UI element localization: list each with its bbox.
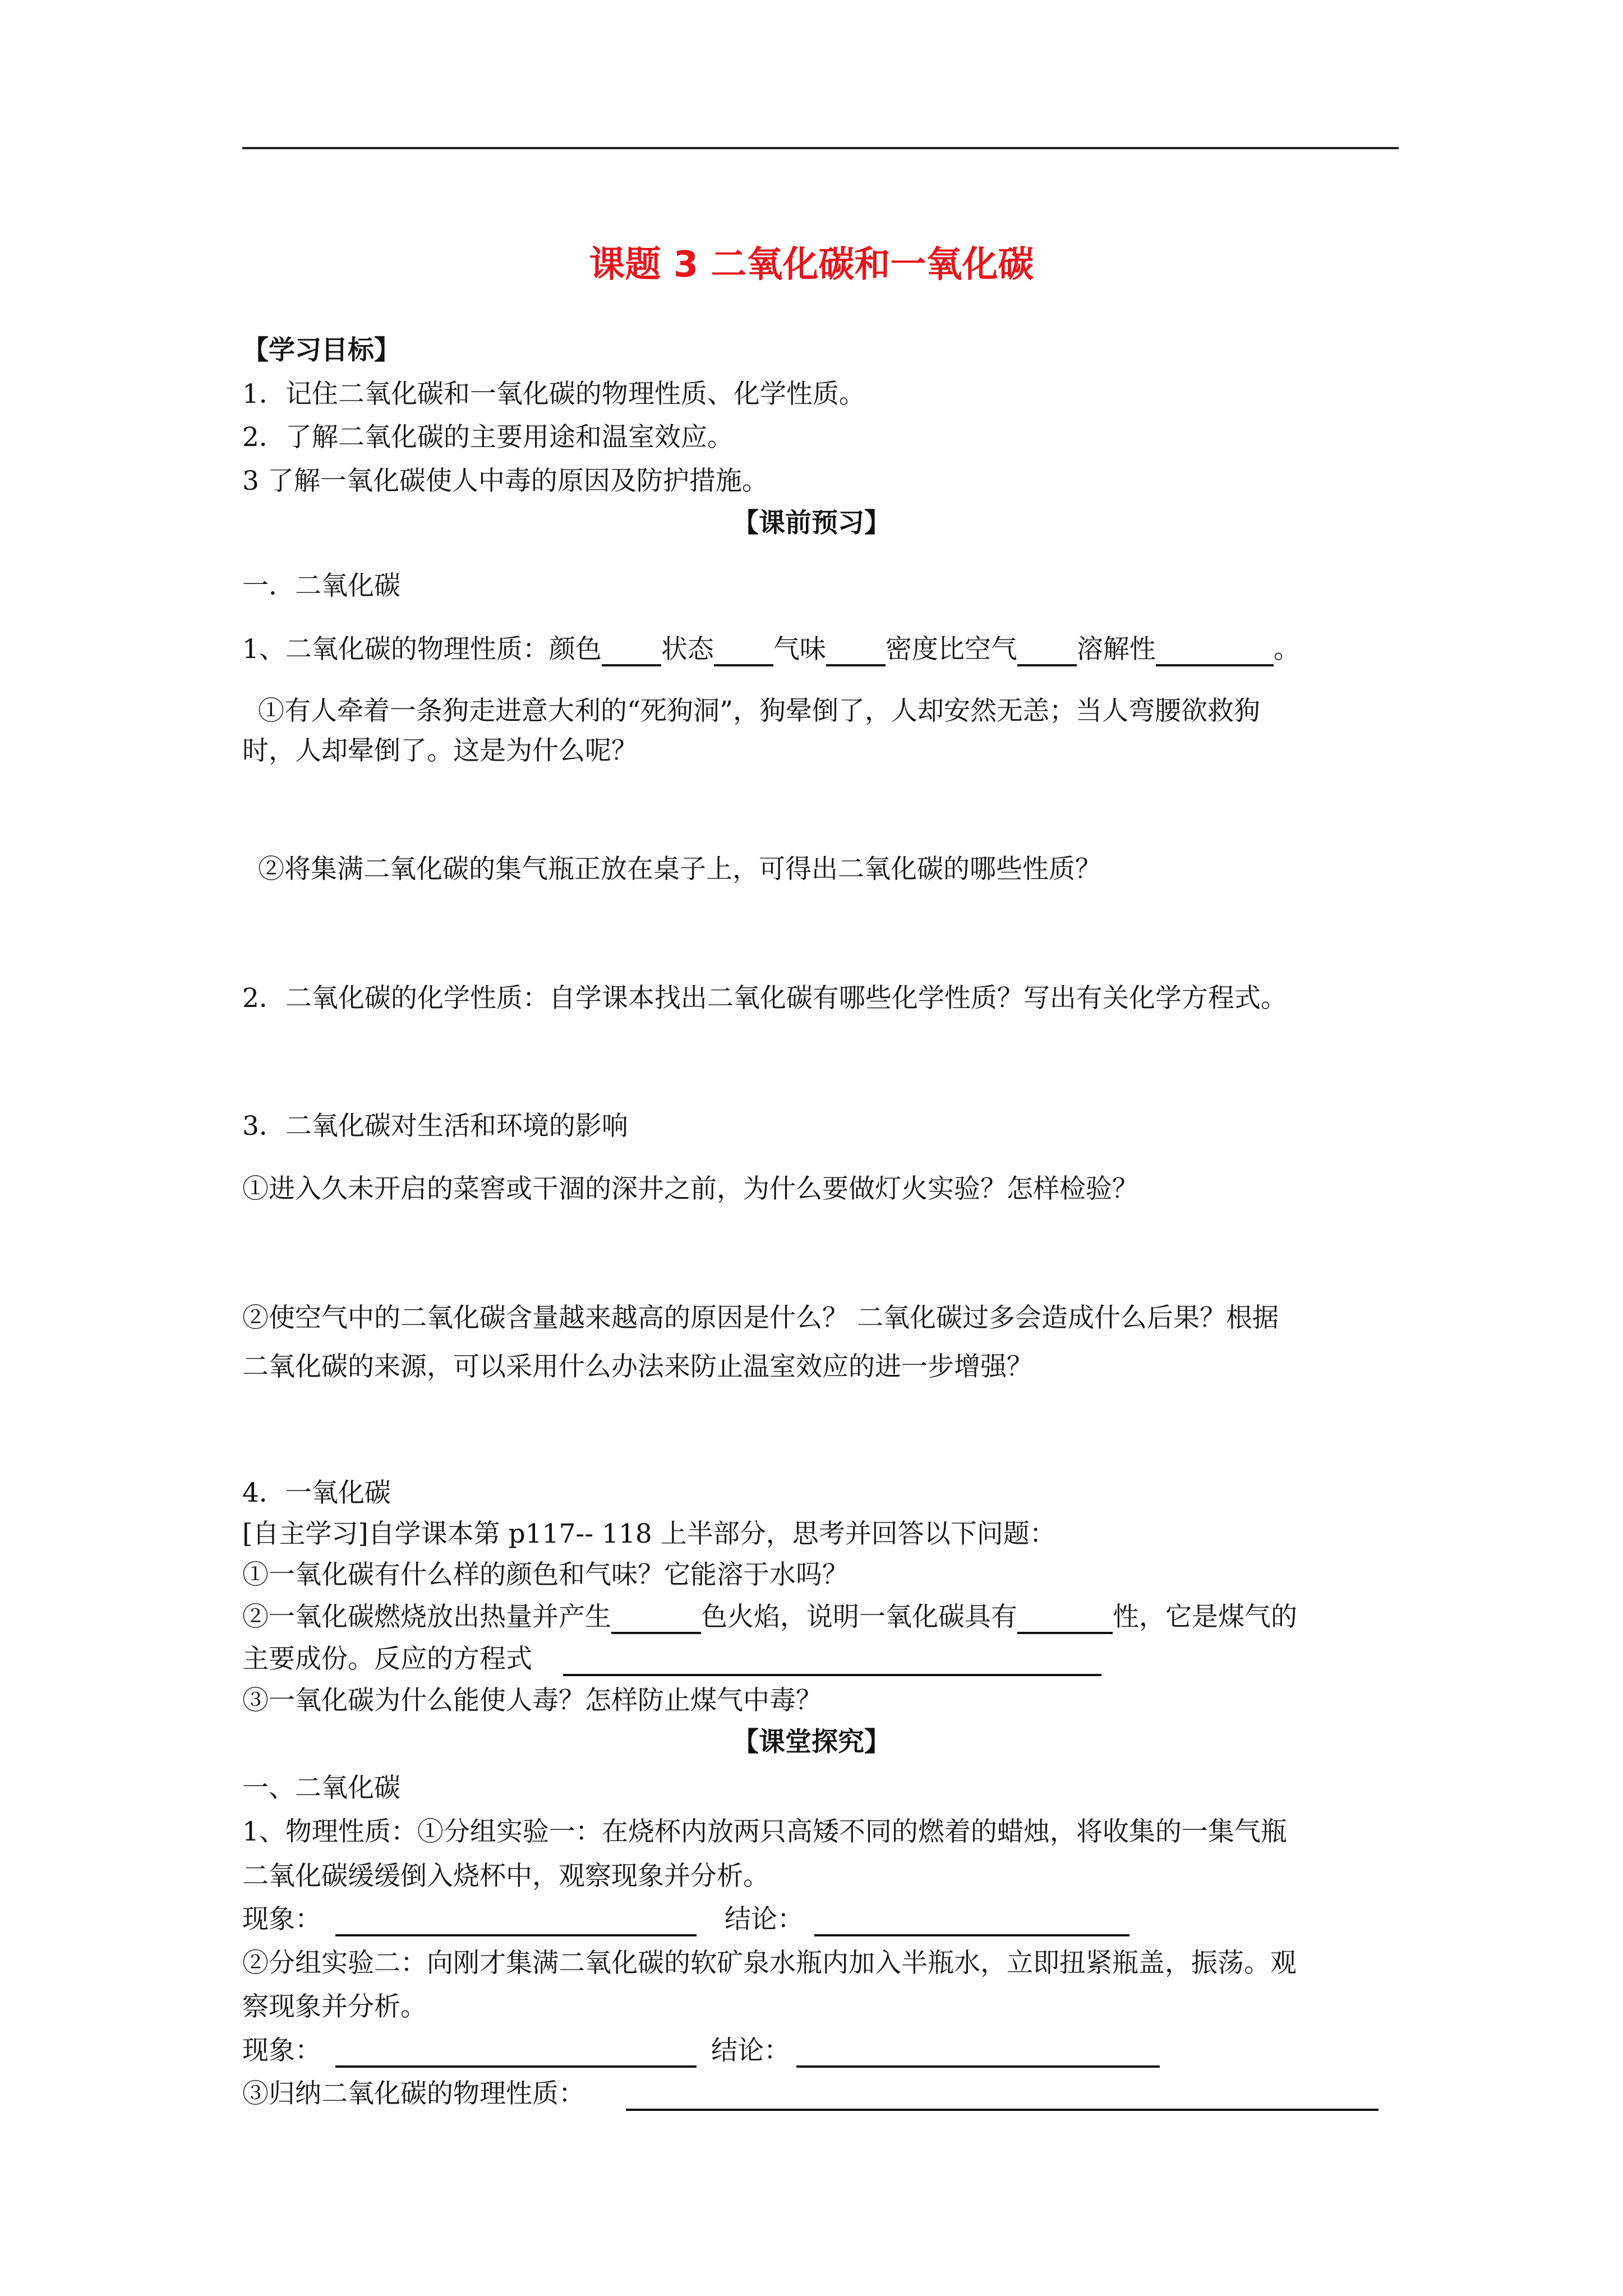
experiment2-line1: ②分组实验二：向刚才集满二氧化碳的软矿泉水瓶内加入半瓶水，立即扭紧瓶盖，振荡。观 xyxy=(242,1948,1297,1978)
experiment2-line2: 察现象并分析。 xyxy=(242,1991,427,2022)
preview-heading: 【课前预习】 xyxy=(732,508,891,539)
blank-density xyxy=(1017,636,1077,666)
q1-solubility-label: 溶解性 xyxy=(1076,634,1156,665)
header-rule xyxy=(242,147,1399,149)
self-study-intro: [自主学习]自学课本第 p117-- 118 上半部分，思考并回答以下问题： xyxy=(242,1519,1056,1549)
experiment1-line1: 1、物理性质：①分组实验一：在烧杯内放两只高矮不同的燃着的蜡烛，将收集的一集气瓶 xyxy=(242,1816,1287,1847)
dog-cave-question-line2: 时，人却晕倒了。这是为什么呢？ xyxy=(242,735,638,766)
objective-2: 2．了解二氧化碳的主要用途和温室效应。 xyxy=(242,422,734,453)
experiment1-line2: 二氧化碳缓缓倒入烧杯中，观察现象并分析。 xyxy=(242,1861,769,1892)
q1-smell-label: 气味 xyxy=(773,634,826,665)
co-combustion-part3: 性，它是煤气的 xyxy=(1113,1602,1297,1632)
question-life-environment: 3．二氧化碳对生活和环境的影响 xyxy=(242,1111,628,1142)
explore-section-co2: 一、二氧化碳 xyxy=(242,1773,400,1803)
blank-solubility xyxy=(1156,636,1274,666)
greenhouse-question-line2: 二氧化碳的来源，可以采用什么办法来防止温室效应的进一步增强？ xyxy=(242,1351,1033,1382)
section-co2-title: 一．二氧化碳 xyxy=(242,570,400,601)
q1-density-label: 密度比空气 xyxy=(885,634,1017,665)
conclusion-blank-1 xyxy=(814,1934,1129,1936)
question-chemical-properties: 2．二氧化碳的化学性质：自学课本找出二氧化碳有哪些化学性质？写出有关化学方程式。 xyxy=(242,983,1287,1014)
co-combustion-part2: 色火焰，说明一氧化碳具有 xyxy=(701,1602,1017,1632)
phenomenon-blank-2 xyxy=(335,2065,697,2068)
gas-bottle-question: ②将集满二氧化碳的集气瓶正放在桌子上，可得出二氧化碳的哪些性质？ xyxy=(258,854,1101,885)
phenomenon-label-1: 现象： xyxy=(242,1904,321,1935)
objectives-heading: 【学习目标】 xyxy=(242,335,400,366)
objective-3: 3 了解一氧化碳使人中毒的原因及防护措施。 xyxy=(242,466,768,496)
dog-cave-question-line1: ①有人牵着一条狗走进意大利的“死狗洞”，狗晕倒了，人却安然无恙；当人弯腰欲救狗 xyxy=(258,696,1261,726)
summarize-physical-label: ③归纳二氧化碳的物理性质： xyxy=(242,2078,585,2109)
co-color-question: ①一氧化碳有什么样的颜色和气味？它能溶于水吗？ xyxy=(242,1559,849,1590)
blank-smell xyxy=(826,636,886,666)
equation-blank-line xyxy=(563,1674,1101,1676)
q1-end: 。 xyxy=(1273,634,1300,665)
co-combustion-part1: ②一氧化碳燃烧放出热量并产生 xyxy=(242,1602,611,1632)
co-equation-label: 主要成份。反应的方程式 xyxy=(242,1644,532,1674)
greenhouse-question-line1: ②使空气中的二氧化碳含量越来越高的原因是什么？ 二氧化碳过多会造成什么后果？根据 xyxy=(242,1303,1279,1333)
phenomenon-blank-1 xyxy=(335,1934,697,1936)
cellar-question: ①进入久未开启的菜窖或干涸的深井之前，为什么要做灯火实验？怎样检验？ xyxy=(242,1174,1138,1204)
summarize-physical-blank xyxy=(626,2109,1378,2111)
phenomenon-label-2: 现象： xyxy=(242,2035,321,2066)
explore-heading: 【课堂探究】 xyxy=(732,1727,891,1757)
conclusion-label-1: 结论： xyxy=(725,1904,804,1935)
conclusion-blank-2 xyxy=(796,2065,1160,2068)
blank-state xyxy=(714,636,773,666)
conclusion-label-2: 结论： xyxy=(711,2035,790,2066)
blank-flame-color xyxy=(611,1604,701,1634)
blank-color xyxy=(602,636,661,666)
blank-property xyxy=(1017,1604,1113,1634)
co-poison-question: ③一氧化碳为什么能使人毒？怎样防止煤气中毒？ xyxy=(242,1685,822,1716)
objective-1: 1．记住二氧化碳和一氧化碳的物理性质、化学性质。 xyxy=(242,379,865,409)
question-physical-properties xyxy=(242,633,1300,666)
q1-state-label: 状态 xyxy=(661,634,714,665)
page-title: 课题 3 二氧化碳和一氧化碳 xyxy=(589,244,1034,286)
q1-prefix: 1、二氧化碳的物理性质：颜色 xyxy=(242,634,602,665)
co-combustion-question xyxy=(242,1600,1297,1634)
section-co-title: 4．一氧化碳 xyxy=(242,1478,391,1508)
